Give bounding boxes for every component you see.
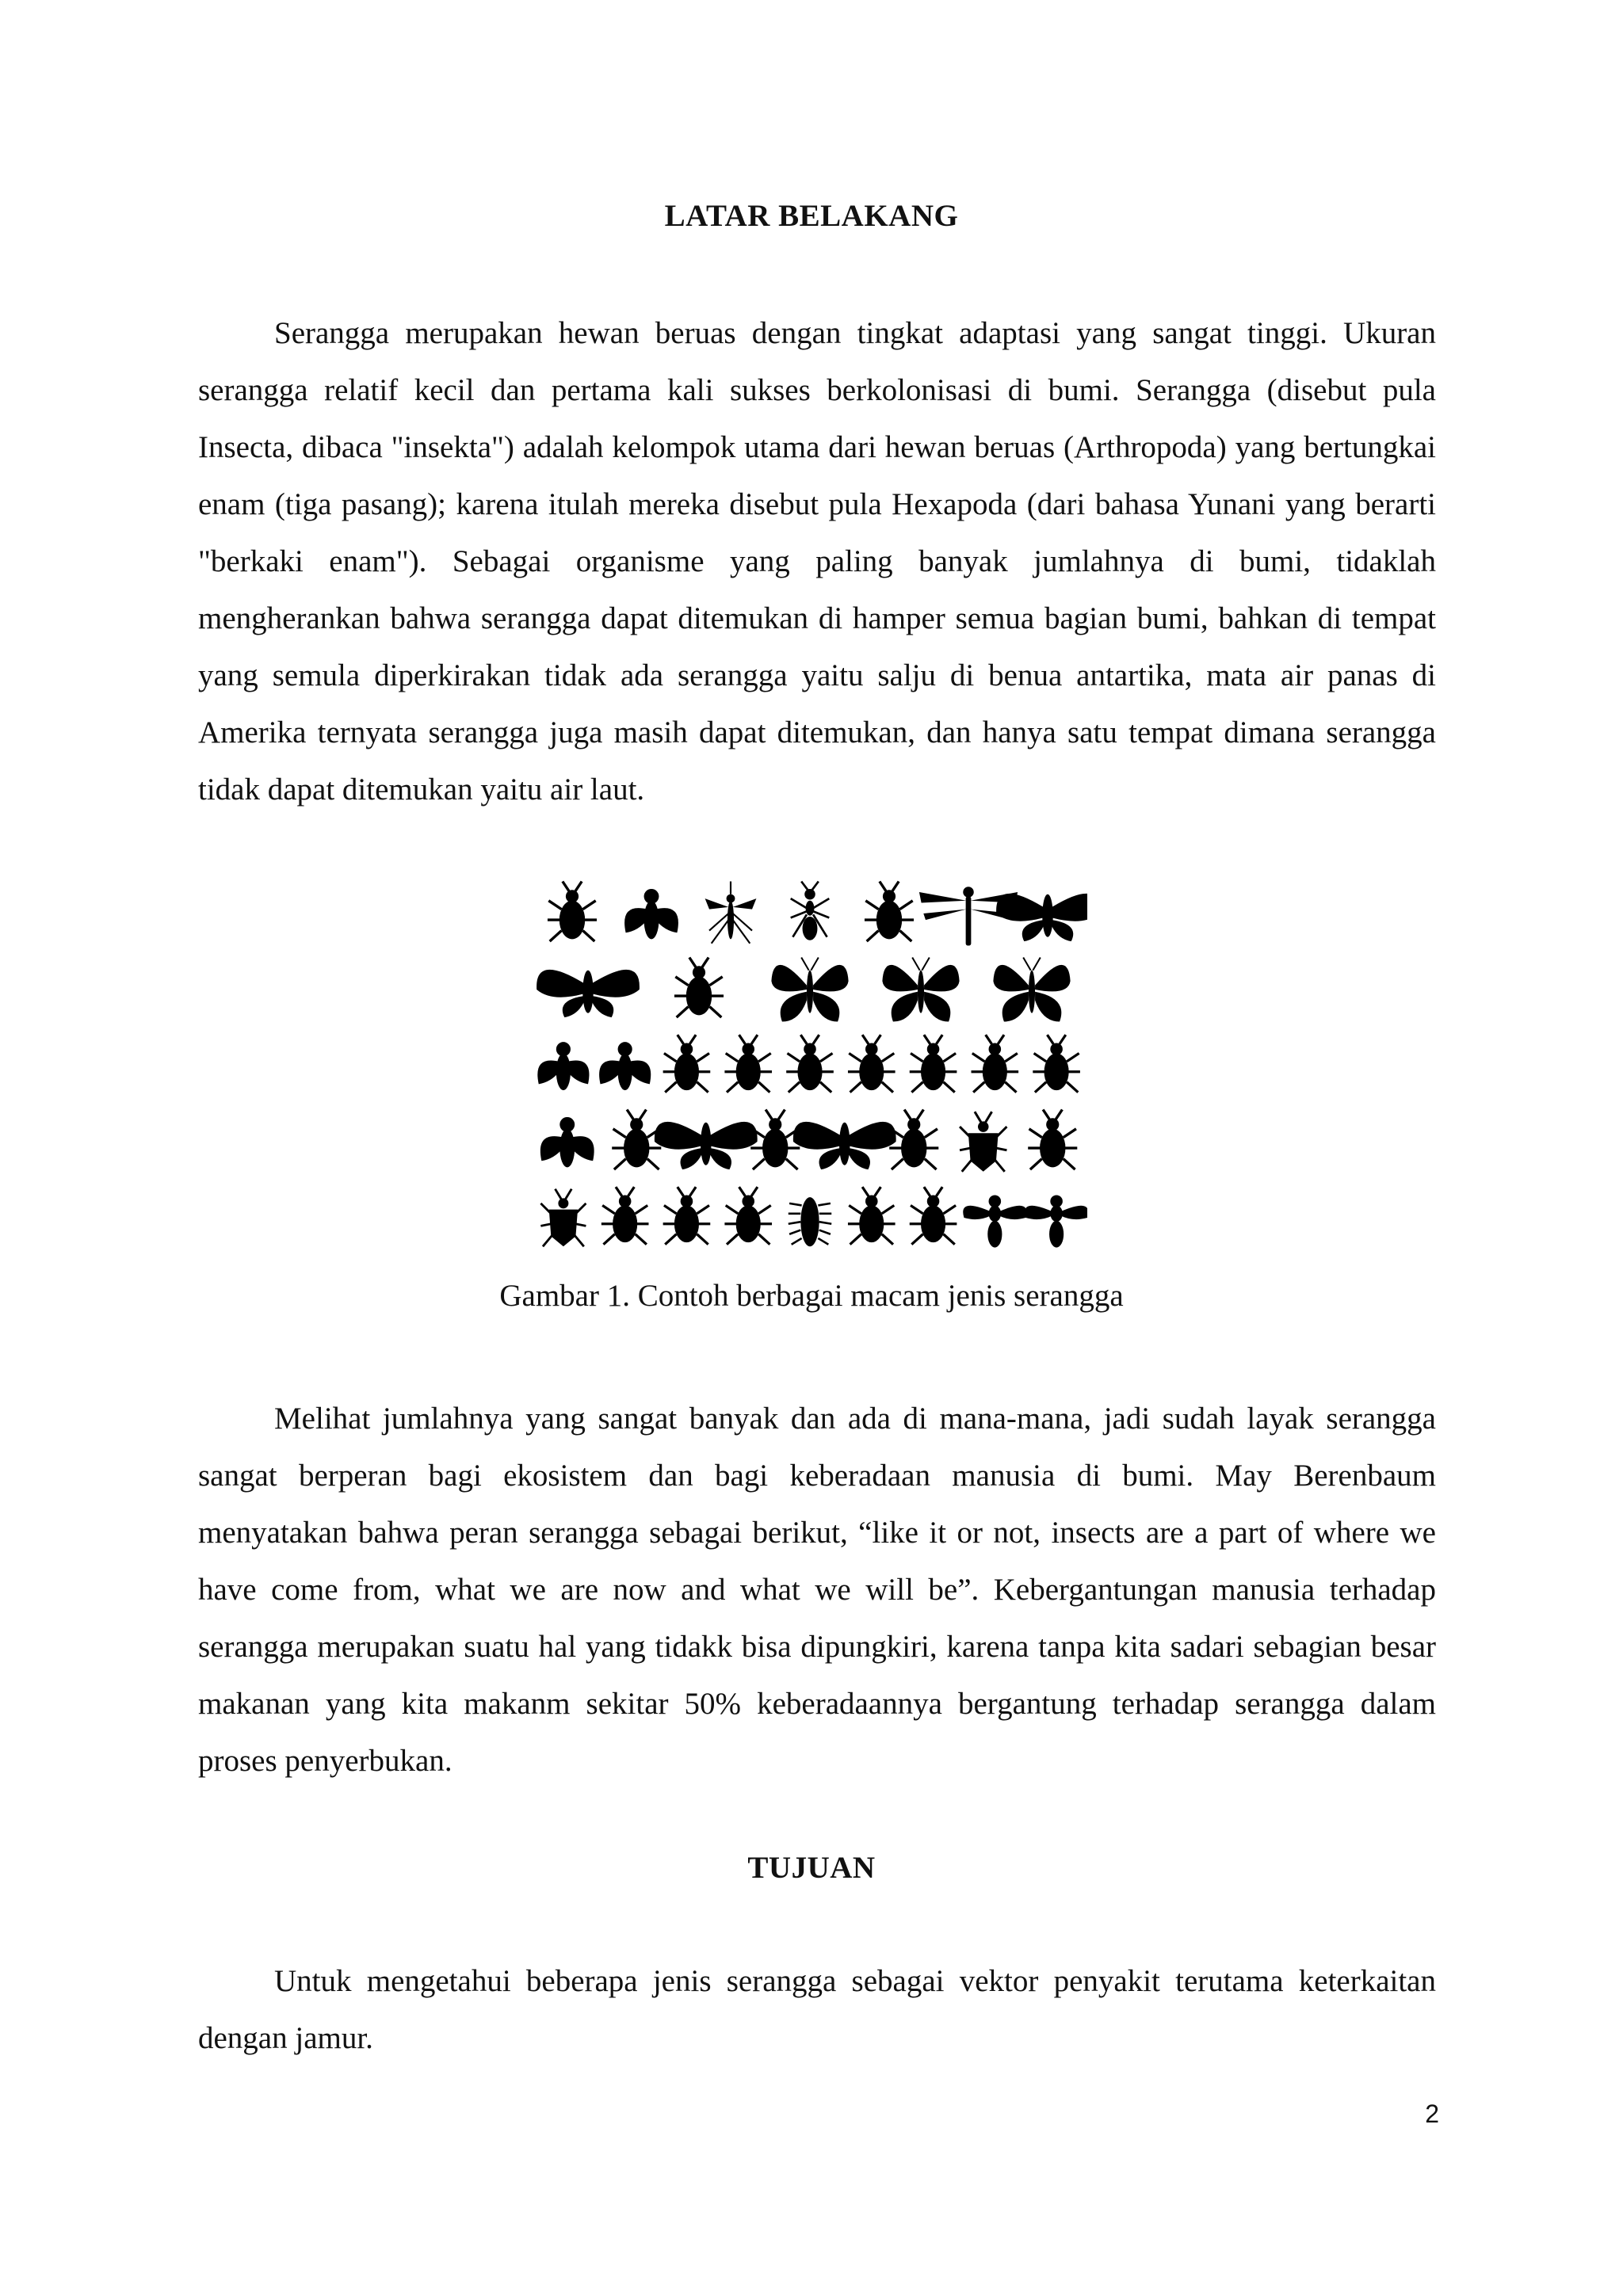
moth-icon [655, 1122, 758, 1169]
wasp-icon [963, 1195, 1026, 1247]
bug-icon [540, 1189, 586, 1247]
beetle-icon [663, 1187, 711, 1245]
butterfly-icon [882, 958, 959, 1022]
moth-icon [537, 970, 640, 1017]
fly-icon [599, 1042, 651, 1090]
beetle-icon [1028, 1110, 1077, 1170]
moth-icon [996, 894, 1087, 941]
beetle-icon [674, 958, 724, 1018]
paragraph-role: Melihat jumlahnya yang sangat banyak dan ada di mana-mana, jadi sudah layak serangga sangat berperan bagi ekosistem dan bagi keberadaan manusia di bumi. May Berenbaum menyatakan bahwa peran serangga sebagai berikut, “like it or not, insects are a part of where we have come from, what we are now and what we will be”. Kebergantungan manusia terhadap serangga merupakan suatu hal yang tidakk bisa dipungkiri, karena tanpa kita sadari sebagian besar makanan yang kita makanm sekitar 50% keberadaannya bergantung terhadap serangga dalam proses penyerbukan. [198, 1402, 1436, 1778]
beetle-icon [750, 1110, 800, 1170]
beetle-icon [786, 1035, 834, 1093]
beetle-icon [865, 882, 914, 942]
beetle-icon [972, 1035, 1019, 1093]
section-title-tujuan: TUJUAN [747, 1851, 876, 1885]
insect-silhouettes-figure [533, 875, 1087, 1256]
butterfly-icon [993, 958, 1070, 1022]
paragraph-objective: Untuk mengetahui beberapa jenis serangga sebagai vektor penyakit terutama keterkaitan dengan jamur. [198, 1964, 1436, 2055]
mosquito-icon [705, 882, 757, 944]
moth-icon [793, 1122, 896, 1169]
beetle-icon [889, 1110, 938, 1170]
bug-icon [960, 1112, 1006, 1172]
beetle-icon [601, 1187, 649, 1245]
larva-icon [789, 1197, 831, 1246]
beetle-icon [910, 1035, 957, 1093]
beetle-icon [910, 1187, 957, 1245]
beetle-icon [724, 1187, 772, 1245]
beetle-icon [848, 1035, 896, 1093]
section-title-latar-belakang: LATAR BELAKANG [664, 199, 959, 233]
butterfly-icon [771, 958, 848, 1022]
beetle-icon [848, 1187, 896, 1245]
fly-icon [537, 1042, 589, 1090]
beetle-icon [548, 882, 597, 942]
figure-caption: Gambar 1. Contoh berbagai macam jenis serangga [499, 1279, 1124, 1313]
fly-icon [540, 1117, 594, 1167]
fly-icon [624, 889, 678, 939]
beetle-icon [1033, 1035, 1080, 1093]
page-number: 2 [1425, 2100, 1439, 2128]
wasp-icon [1025, 1195, 1087, 1247]
ant-icon [791, 882, 830, 940]
beetle-icon [612, 1110, 661, 1170]
beetle-icon [663, 1035, 711, 1093]
paragraph-background: Serangga merupakan hewan beruas dengan tingkat adaptasi yang sangat tinggi. Ukuran serangga relatif kecil dan pertama kali sukses berkolonisasi di bumi. Serangga (disebut pula Insecta, dibaca "insekta") adalah kelompok utama dari hewan beruas (Arthropoda) yang bertungkai enam (tiga pasang); karena itulah mereka disebut pula Hexapoda (dari bahasa Yunani yang berarti "berkaki enam"). Sebagai organisme yang paling banyak jumlahnya di bumi, tidaklah mengherankan bahwa serangga dapat ditemukan di hamper semua bagian bumi, bahkan di tempat yang semula diperkirakan tidak ada serangga yaitu salju di benua antartika, mata air panas di Amerika ternyata serangga juga masih dapat ditemukan, dan hanya satu tempat dimana serangga tidak dapat ditemukan yaitu air laut. [198, 316, 1436, 807]
beetle-icon [724, 1035, 772, 1093]
